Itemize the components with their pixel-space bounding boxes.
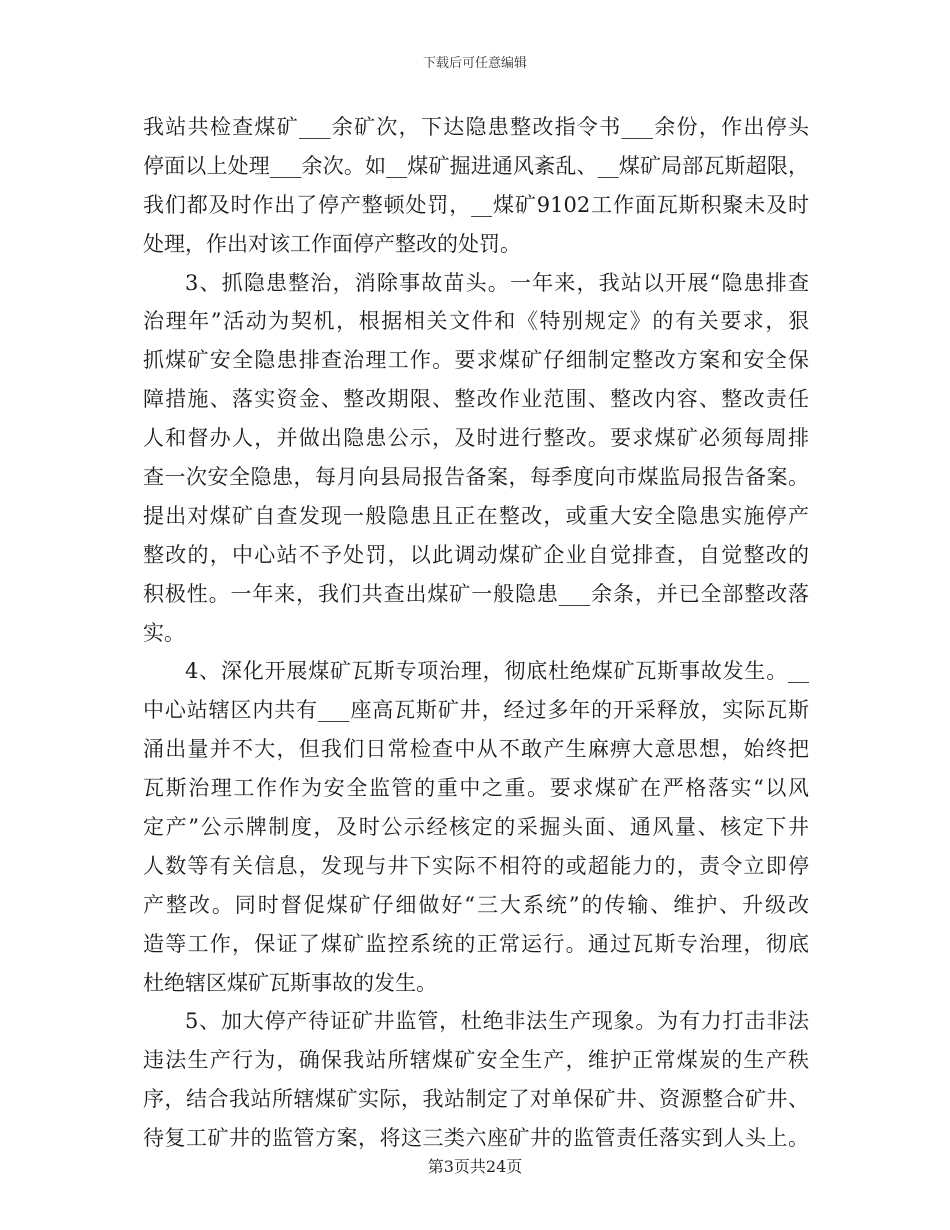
page-number: 第3页共24页 <box>427 1157 523 1176</box>
text-line: 4、深化开展煤矿瓦斯专项治理，彻底杜绝煤矿瓦斯事故发生。__ <box>185 659 809 684</box>
text-line: 整改的，中心站不予处罚，以此调动煤矿企业自觉排查，自觉整改的 <box>143 542 809 567</box>
text-line: 5、加大停产待证矿井监管，杜绝非法生产现象。为有力打击非法 <box>185 1009 809 1034</box>
text-line: 抓煤矿安全隐患排查治理工作。要求煤矿仔细制定整改方案和安全保 <box>143 348 809 373</box>
text-line: 处理，作出对该工作面停产整改的处罚。 <box>143 231 521 256</box>
text-line: 违法生产行为，确保我站所辖煤矿安全生产，维护正常煤炭的生产秩 <box>143 1048 809 1073</box>
text-line: 治理年”活动为契机，根据相关文件和《特别规定》的有关要求，狠 <box>143 309 809 334</box>
text-line: 定产”公示牌制度，及时公示经核定的采掘头面、通风量、核定下井 <box>143 815 809 840</box>
text-line: 我站共检查煤矿___余矿次，下达隐患整改指令书___余份，作出停头 <box>143 115 809 139</box>
text-line: 涌出量并不大，但我们日常检查中从不敢产生麻痹大意思想，始终把 <box>143 737 809 762</box>
text-line: 我们都及时作出了停产整顿处罚，__煤矿9102工作面瓦斯积聚未及时 <box>143 192 809 217</box>
text-line: 积极性。一年来，我们共查出煤矿一般隐患___余条，并已全部整改落 <box>143 581 809 606</box>
text-line: 中心站辖区内共有___座高瓦斯矿井，经过多年的开采释放，实际瓦斯 <box>143 698 809 723</box>
text-line: 实。 <box>143 620 185 645</box>
text-line: 造等工作，保证了煤矿监控系统的正常运行。通过瓦斯专治理，彻底 <box>143 931 809 956</box>
text-line: 杜绝辖区煤矿瓦斯事故的发生。 <box>143 970 437 995</box>
text-line: 查一次安全隐患，每月向县局报告备案，每季度向市煤监局报告备案。 <box>143 465 809 490</box>
document-body <box>143 108 809 1158</box>
text-line: 3、抓隐患整治，消除事故苗头。一年来，我站以开展“隐患排查 <box>185 270 809 295</box>
text-line: 待复工矿井的监管方案，将这三类六座矿井的监管责任落实到人头上。 <box>143 1126 809 1151</box>
text-line: 人和督办人，并做出隐患公示，及时进行整改。要求煤矿必须每周排 <box>143 426 809 451</box>
text-line: 停面以上处理___余次。如__煤矿掘进通风紊乱、__煤矿局部瓦斯超限， <box>143 153 809 178</box>
text-line: 人数等有关信息，发现与井下实际不相符的或超能力的，责令立即停 <box>143 853 809 878</box>
text-line: 序，结合我站所辖煤矿实际，我站制定了对单保矿井、资源整合矿井、 <box>143 1087 809 1112</box>
text-line: 提出对煤矿自查发现一般隐患且正在整改，或重大安全隐患实施停产 <box>143 503 809 528</box>
text-line: 产整改。同时督促煤矿仔细做好“三大系统”的传输、维护、升级改 <box>143 892 809 917</box>
text-line: 瓦斯治理工作作为安全监管的重中之重。要求煤矿在严格落实“以风 <box>143 776 809 801</box>
text-line: 障措施、落实资金、整改期限、整改作业范围、整改内容、整改责任 <box>143 387 809 412</box>
page-header: 下载后可任意编辑 <box>422 56 527 71</box>
